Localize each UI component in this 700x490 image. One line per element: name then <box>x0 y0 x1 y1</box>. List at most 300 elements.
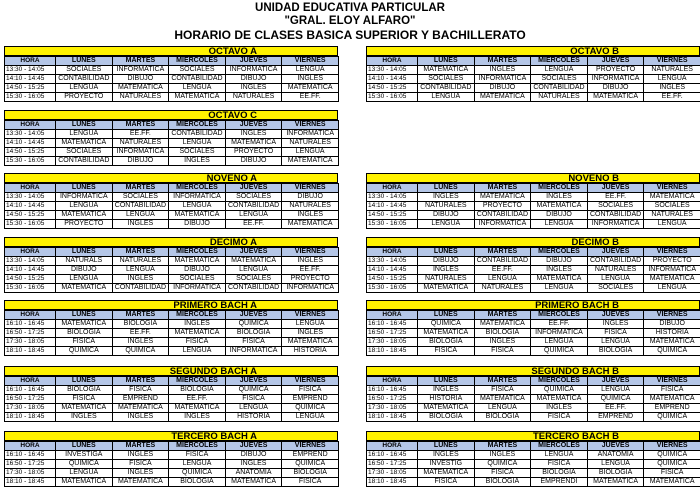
table-header-row <box>367 377 700 386</box>
table-row <box>5 284 339 293</box>
subject-cell: BIOLOGIA <box>169 386 226 395</box>
subject-cell: NATURALES <box>531 93 588 102</box>
column-header: MARTES <box>112 57 169 66</box>
column-header: MIÉRCOLES <box>169 184 226 193</box>
table-row <box>367 284 700 293</box>
subject-cell: FISICA <box>56 395 113 404</box>
column-header: MIÉRCOLES <box>169 442 226 451</box>
time-cell: 14:10 - 14:45 <box>5 266 56 275</box>
subject-cell: INGLES <box>587 320 644 329</box>
subject-cell: MATEMATICA <box>282 338 339 347</box>
column-header: JUEVES <box>587 377 644 386</box>
time-cell: 14:50 - 15:25 <box>367 211 418 220</box>
subject-cell: NATURALS <box>56 257 113 266</box>
block-title: NOVENO A <box>4 173 338 183</box>
table-row <box>5 404 339 413</box>
subject-cell: EMPREND <box>587 413 644 422</box>
subject-cell: INGLES <box>644 84 700 93</box>
subject-cell: NATURALES <box>644 66 700 75</box>
subject-cell: SOCIALES <box>56 148 113 157</box>
schedule-table <box>4 120 339 166</box>
subject-cell: INFORMATICA <box>112 66 169 75</box>
subject-cell: LENGUA <box>282 320 339 329</box>
subject-cell: CONTABILIDAD <box>169 75 226 84</box>
subject-cell: SOCIALES <box>112 193 169 202</box>
subject-cell: INGLES <box>282 211 339 220</box>
time-cell: 14:10 - 14:45 <box>5 202 56 211</box>
subject-cell: INGLES <box>418 386 475 395</box>
subject-cell: QUIMICA <box>169 469 226 478</box>
subject-cell: DIBUJO <box>112 157 169 166</box>
subject-cell: MATEMATICA <box>282 220 339 229</box>
subject-cell: LENGUA <box>587 275 644 284</box>
column-header: JUEVES <box>225 248 282 257</box>
column-header: VIERNES <box>644 311 700 320</box>
subject-cell: MATEMATICA <box>169 404 226 413</box>
column-header: VIERNES <box>282 311 339 320</box>
table-row <box>5 395 339 404</box>
subject-cell: MATEMATICA <box>56 139 113 148</box>
subject-cell: NATURALES <box>282 139 339 148</box>
column-header: LUNES <box>56 248 113 257</box>
column-header: HORA <box>5 377 56 386</box>
subject-cell: FISICA <box>112 460 169 469</box>
subject-cell: FISICA <box>644 469 700 478</box>
time-cell: 16:10 - 16:45 <box>5 320 56 329</box>
block-title: DECIMO B <box>366 237 700 247</box>
subject-cell: LENGUA <box>56 275 113 284</box>
schedule-block <box>366 431 700 487</box>
table-row <box>5 320 339 329</box>
subject-cell: DIBUJO <box>587 84 644 93</box>
subject-cell: CONTABILIDAD <box>169 130 226 139</box>
subject-cell: FISICA <box>531 413 588 422</box>
subject-cell: FISICA <box>112 386 169 395</box>
subject-cell: PROYECTO <box>474 202 531 211</box>
subject-cell: INFORMATICA <box>474 220 531 229</box>
subject-cell: CONTABILIDAD <box>474 211 531 220</box>
subject-cell: LENGUA <box>56 84 113 93</box>
time-cell: 14:50 - 15:25 <box>367 275 418 284</box>
subject-cell: MATEMATICA <box>644 478 700 487</box>
subject-cell: SOCIALES <box>531 75 588 84</box>
schedule-table <box>366 56 700 102</box>
subject-cell: INGLES <box>225 130 282 139</box>
subject-cell: NATURALES <box>112 257 169 266</box>
schedule-table <box>4 183 339 229</box>
column-header: VIERNES <box>644 377 700 386</box>
schedule-block <box>366 366 700 422</box>
schedule-table <box>4 247 339 293</box>
table-row <box>5 193 339 202</box>
subject-cell: EE.FF. <box>112 329 169 338</box>
table-row <box>367 413 700 422</box>
column-header: HORA <box>5 184 56 193</box>
subject-cell: HISTORIA <box>644 329 700 338</box>
table-row <box>367 395 700 404</box>
column-header: JUEVES <box>225 184 282 193</box>
subject-cell: PROYECTO <box>56 220 113 229</box>
subject-cell: FISICA <box>531 460 588 469</box>
subject-cell: MATEMATICA <box>418 284 475 293</box>
subject-cell: FISICA <box>418 347 475 356</box>
column-header: LUNES <box>56 442 113 451</box>
subject-cell: EE.FF. <box>644 93 700 102</box>
subject-cell: SOCIALES <box>169 66 226 75</box>
subject-cell: LENGUA <box>169 139 226 148</box>
subject-cell: INFORMATICA <box>282 130 339 139</box>
subject-cell: ANATOMIA <box>587 451 644 460</box>
time-cell: 18:10 - 18:45 <box>5 478 56 487</box>
column-header: JUEVES <box>225 121 282 130</box>
subject-cell: INGLES <box>531 266 588 275</box>
subject-cell: MATEMATICA <box>225 139 282 148</box>
subject-cell: SOCIALES <box>587 284 644 293</box>
column-header: HORA <box>5 57 56 66</box>
table-header-row <box>367 57 700 66</box>
column-header: MIÉRCOLES <box>531 248 588 257</box>
time-cell: 15:30 - 16:05 <box>5 220 56 229</box>
table-header-row <box>5 121 339 130</box>
subject-cell: QUIMICA <box>644 451 700 460</box>
column-header: VIERNES <box>282 442 339 451</box>
subject-cell: MATEMATICA <box>112 84 169 93</box>
table-row <box>5 139 339 148</box>
column-header: HORA <box>367 248 418 257</box>
subject-cell: QUIMICA <box>418 320 475 329</box>
subject-cell: SOCIALES <box>169 148 226 157</box>
subject-cell: NATURALES <box>418 202 475 211</box>
column-header: LUNES <box>418 311 475 320</box>
time-cell: 13:30 - 14:05 <box>367 66 418 75</box>
column-header: MARTES <box>112 121 169 130</box>
schedule-block <box>4 366 338 422</box>
subject-cell: PROYECTO <box>225 148 282 157</box>
time-cell: 14:10 - 14:45 <box>367 202 418 211</box>
schedule-table <box>366 183 700 229</box>
table-row <box>5 460 339 469</box>
table-row <box>367 75 700 84</box>
subject-cell: LENGUA <box>282 413 339 422</box>
subject-cell: INFORMATICA <box>531 329 588 338</box>
time-cell: 17:30 - 18:05 <box>5 404 56 413</box>
subject-cell: QUIMICA <box>225 320 282 329</box>
schedule-block <box>366 46 700 102</box>
subject-cell: BIOLOGIA <box>56 329 113 338</box>
subject-cell: MATEMATICA <box>418 404 475 413</box>
table-header-row <box>5 311 339 320</box>
column-header: HORA <box>5 248 56 257</box>
subject-cell: MATEMATICA <box>169 257 226 266</box>
table-row <box>5 275 339 284</box>
subject-cell: LENGUA <box>56 202 113 211</box>
subject-cell: LENGUA <box>531 451 588 460</box>
column-header: HORA <box>367 377 418 386</box>
subject-cell: SOCIALES <box>225 275 282 284</box>
block-title: OCTAVO C <box>4 110 338 120</box>
column-header: MIÉRCOLES <box>169 311 226 320</box>
subject-cell: FISICA <box>282 478 339 487</box>
subject-cell: LENGUA <box>531 284 588 293</box>
column-header: LUNES <box>418 377 475 386</box>
subject-cell: CONTABILIDAD <box>56 75 113 84</box>
subject-cell: MATEMATICA <box>56 284 113 293</box>
subject-cell: MATEMATICA <box>474 93 531 102</box>
column-header: HORA <box>367 57 418 66</box>
column-header: LUNES <box>418 57 475 66</box>
time-cell: 14:50 - 15:25 <box>5 211 56 220</box>
subject-cell: INFORMATICA <box>112 148 169 157</box>
school-subtitle: "GRAL. ELOY ALFARO" <box>284 15 416 27</box>
subject-cell: INGLES <box>282 75 339 84</box>
column-header: HORA <box>5 121 56 130</box>
column-header: MIÉRCOLES <box>169 248 226 257</box>
subject-cell: FISICA <box>644 386 700 395</box>
time-cell: 17:30 - 18:05 <box>367 404 418 413</box>
subject-cell: LENGUA <box>169 202 226 211</box>
subject-cell: MATEMATICA <box>587 478 644 487</box>
time-cell: 15:30 - 16:05 <box>5 93 56 102</box>
subject-cell: INGLES <box>282 329 339 338</box>
table-row <box>5 478 339 487</box>
subject-cell: MATEMATICA <box>587 93 644 102</box>
schedule-table <box>4 310 339 356</box>
subject-cell: EE.FF. <box>474 266 531 275</box>
subject-cell: DIBUJO <box>225 157 282 166</box>
schedule-block <box>4 431 338 487</box>
subject-cell: INFORMATICA <box>644 266 700 275</box>
subject-cell: INGLES <box>112 413 169 422</box>
subject-cell: SOCIALES <box>56 66 113 75</box>
table-row <box>367 404 700 413</box>
schedule-table <box>4 441 339 487</box>
time-cell: 18:10 - 18:45 <box>367 413 418 422</box>
subject-cell: MATEMATICA <box>225 478 282 487</box>
subject-cell: DIBUJO <box>474 84 531 93</box>
subject-cell: BIOLOGIA <box>587 469 644 478</box>
column-header: MARTES <box>112 184 169 193</box>
subject-cell: INFORMATICA <box>587 75 644 84</box>
column-header: VIERNES <box>282 377 339 386</box>
table-row <box>5 75 339 84</box>
subject-cell: DIBUJO <box>531 211 588 220</box>
subject-cell: LENGUA <box>418 220 475 229</box>
table-row <box>5 202 339 211</box>
subject-cell: LENGUA <box>587 386 644 395</box>
subject-cell: MATEMATICA <box>531 275 588 284</box>
subject-cell: INFORMATICA <box>474 75 531 84</box>
subject-cell: MATEMATICA <box>418 469 475 478</box>
schedule-table <box>366 376 700 422</box>
subject-cell: LENGUA <box>112 266 169 275</box>
subject-cell: QUIMICA <box>644 460 700 469</box>
subject-cell: LENGUA <box>531 66 588 75</box>
subject-cell: INGLES <box>418 266 475 275</box>
subject-cell: QUIMICA <box>531 386 588 395</box>
table-row <box>5 211 339 220</box>
subject-cell: DIBUJO <box>418 257 475 266</box>
schedule-table <box>366 247 700 293</box>
subject-cell: DIBUJO <box>225 75 282 84</box>
subject-cell: QUIMICA <box>282 404 339 413</box>
subject-cell: CONTABILIDAD <box>112 284 169 293</box>
subject-cell: LENGUA <box>112 211 169 220</box>
time-cell: 17:30 - 18:05 <box>5 338 56 347</box>
subject-cell: INGLES <box>225 84 282 93</box>
time-cell: 13:30 - 14:05 <box>5 257 56 266</box>
table-row <box>367 386 700 395</box>
subject-cell: SOCIALES <box>587 202 644 211</box>
column-header: LUNES <box>56 57 113 66</box>
column-header: JUEVES <box>225 311 282 320</box>
subject-cell: SOCIALES <box>644 202 700 211</box>
time-cell: 14:10 - 14:45 <box>367 75 418 84</box>
subject-cell: LENGUA <box>169 460 226 469</box>
table-row <box>5 257 339 266</box>
column-header: MARTES <box>112 311 169 320</box>
subject-cell: BIOLOGIA <box>474 413 531 422</box>
table-row <box>367 451 700 460</box>
subject-cell: LENGUA <box>474 404 531 413</box>
time-cell: 16:50 - 17:25 <box>5 395 56 404</box>
subject-cell: NATURALES <box>112 93 169 102</box>
subject-cell: CONTABILIDAD <box>225 284 282 293</box>
time-cell: 17:30 - 18:05 <box>367 338 418 347</box>
time-cell: 14:50 - 15:25 <box>5 148 56 157</box>
time-cell: 18:10 - 18:45 <box>5 413 56 422</box>
time-cell: 16:50 - 17:25 <box>367 395 418 404</box>
table-row <box>367 193 700 202</box>
subject-cell: MATEMATICA <box>531 202 588 211</box>
subject-cell: NATURALES <box>644 211 700 220</box>
schedule-table <box>366 310 700 356</box>
subject-cell: LENGUA <box>56 130 113 139</box>
subject-cell: FISICA <box>225 338 282 347</box>
subject-cell: LENGUA <box>225 404 282 413</box>
table-header-row <box>5 184 339 193</box>
table-row <box>5 266 339 275</box>
column-header: MARTES <box>112 248 169 257</box>
subject-cell: LENGUA <box>644 75 700 84</box>
time-cell: 13:30 - 14:05 <box>367 193 418 202</box>
school-name: UNIDAD EDUCATIVA PARTICULAR <box>255 2 445 14</box>
subject-cell: NATURALES <box>418 275 475 284</box>
subject-cell: NATURALES <box>474 284 531 293</box>
subject-cell: BIOLOGIA <box>282 469 339 478</box>
subject-cell: DIBUJO <box>531 257 588 266</box>
subject-cell: INGLES <box>418 193 475 202</box>
subject-cell: NATURALES <box>587 266 644 275</box>
column-header: MIÉRCOLES <box>531 442 588 451</box>
subject-cell: INVESTIGA <box>56 451 113 460</box>
subject-cell: SOCIALES <box>169 275 226 284</box>
schedule-block <box>4 237 338 293</box>
schedule-block <box>4 110 338 166</box>
column-header: JUEVES <box>587 311 644 320</box>
time-cell: 15:30 - 16:05 <box>5 157 56 166</box>
schedule-title: HORARIO DE CLASES BASICA SUPERIOR Y BACHILLERATO <box>174 28 526 42</box>
subject-cell: INVESTIG <box>418 460 475 469</box>
time-cell: 14:50 - 15:25 <box>5 84 56 93</box>
table-row <box>5 329 339 338</box>
time-cell: 15:30 - 16:05 <box>367 220 418 229</box>
table-row <box>367 460 700 469</box>
subject-cell: INGLES <box>112 220 169 229</box>
subject-cell: LENGUA <box>225 266 282 275</box>
block-title: SEGUNDO BACH B <box>366 366 700 376</box>
subject-cell: BIOLOGIA <box>112 320 169 329</box>
block-title: TERCERO BACH A <box>4 431 338 441</box>
table-row <box>5 93 339 102</box>
column-header: VIERNES <box>644 442 700 451</box>
time-cell: 13:30 - 14:05 <box>5 66 56 75</box>
subject-cell: NATURALES <box>112 139 169 148</box>
subject-cell: MATEMATICA <box>418 66 475 75</box>
subject-cell: MATEMATICA <box>169 211 226 220</box>
subject-cell: LENGUA <box>225 211 282 220</box>
table-header-row <box>367 311 700 320</box>
time-cell: 16:50 - 17:25 <box>367 329 418 338</box>
block-title: DECIMO A <box>4 237 338 247</box>
time-cell: 18:10 - 18:45 <box>5 347 56 356</box>
subject-cell: DIBUJO <box>418 211 475 220</box>
subject-cell: DIBUJO <box>169 220 226 229</box>
subject-cell: LENGUA <box>418 93 475 102</box>
column-header: MARTES <box>474 442 531 451</box>
subject-cell: MATEMATICA <box>644 193 700 202</box>
table-row <box>5 84 339 93</box>
table-row <box>367 320 700 329</box>
time-cell: 14:50 - 15:25 <box>367 84 418 93</box>
schedule-block <box>4 46 338 102</box>
table-row <box>367 202 700 211</box>
schedule-table <box>4 376 339 422</box>
subject-cell: DIBUJO <box>225 451 282 460</box>
table-row <box>5 413 339 422</box>
subject-cell: MATEMATICA <box>112 404 169 413</box>
subject-cell: QUIMICA <box>644 413 700 422</box>
subject-cell: MATEMATICA <box>282 84 339 93</box>
table-header-row <box>5 57 339 66</box>
subject-cell: LENGUA <box>587 460 644 469</box>
subject-cell: BIOLOGIA <box>418 338 475 347</box>
subject-cell: HISTORIA <box>418 395 475 404</box>
time-cell: 16:10 - 16:45 <box>367 451 418 460</box>
time-cell: 16:10 - 16:45 <box>367 320 418 329</box>
subject-cell: MATEMATICA <box>474 395 531 404</box>
column-header: HORA <box>5 442 56 451</box>
subject-cell: DIBUJO <box>282 193 339 202</box>
column-header: LUNES <box>56 311 113 320</box>
column-header: MIÉRCOLES <box>169 57 226 66</box>
time-cell: 17:30 - 18:05 <box>367 469 418 478</box>
subject-cell: INGLES <box>225 460 282 469</box>
column-header: MIÉRCOLES <box>531 57 588 66</box>
subject-cell: QUIMICA <box>474 460 531 469</box>
column-header: MIÉRCOLES <box>531 377 588 386</box>
subject-cell: LENGUA <box>56 469 113 478</box>
column-header: JUEVES <box>587 248 644 257</box>
column-header: VIERNES <box>644 57 700 66</box>
subject-cell: SOCIALES <box>418 75 475 84</box>
time-cell: 15:30 - 16:05 <box>367 284 418 293</box>
subject-cell: BIOLOGIA <box>587 347 644 356</box>
subject-cell: INGLES <box>531 193 588 202</box>
subject-cell: FISICA <box>282 386 339 395</box>
table-row <box>5 220 339 229</box>
subject-cell: NATURALES <box>282 202 339 211</box>
block-title: OCTAVO A <box>4 46 338 56</box>
